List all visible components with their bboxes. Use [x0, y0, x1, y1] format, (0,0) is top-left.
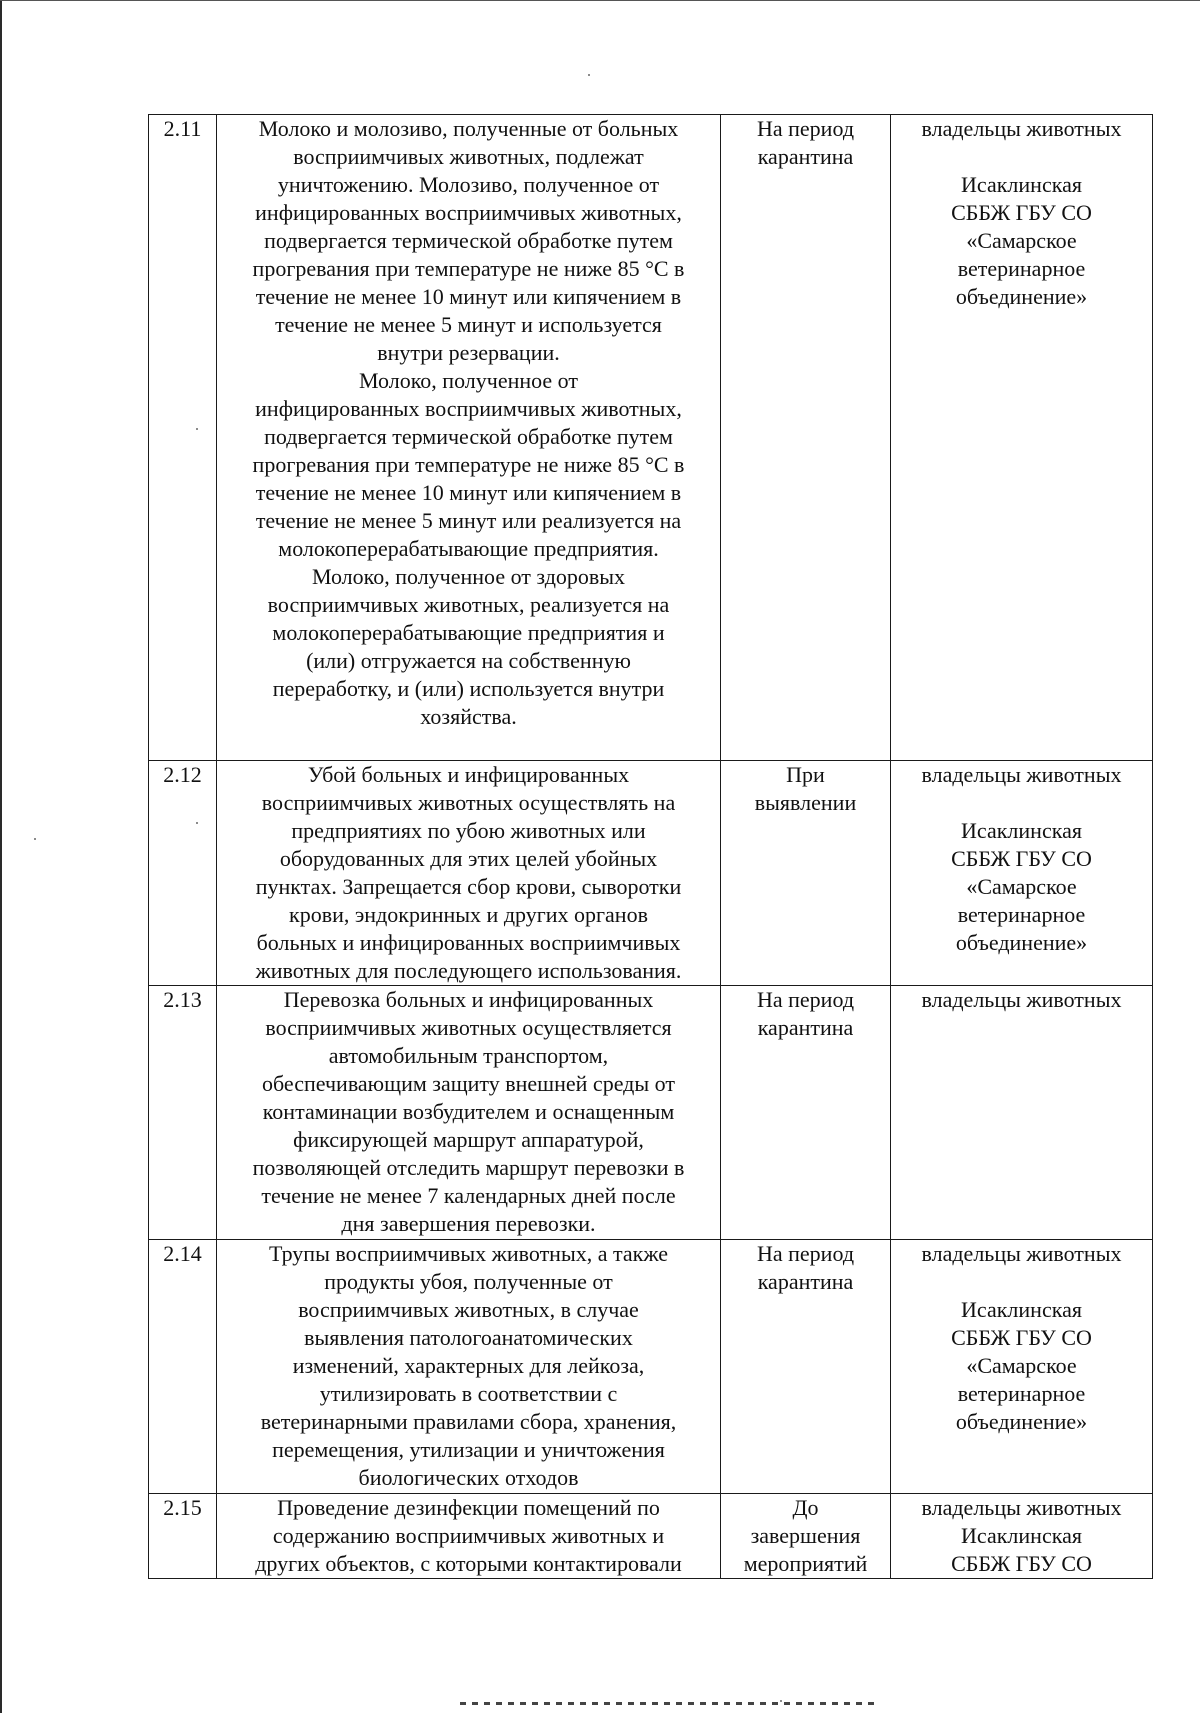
measure-text — [217, 986, 721, 1240]
responsible-cell — [891, 986, 1153, 1240]
measure-paragraph: Перевозка больных и инфицированных восприимчивых животных осуществляется автомобильным транспортом, обеспечивающим защиту внешней среды от контаминации возбудителем и оснащенным фиксирующей маршрут аппаратурой, позволяющей отследить маршрут перевозки в течение не менее 7 календарных дней после дня завершения перевозки. — [252, 987, 685, 1236]
responsible-cell — [891, 761, 1153, 986]
table-row-2-11 — [149, 115, 1153, 761]
responsible-owners: владельцы животных — [921, 987, 1122, 1012]
measure-paragraph: Молоко, полученное от здоровых восприимчивых животных, реализуется на молокоперерабатывающие предприятия и (или) отгружается на собственную переработку, и (или) используется внутри хозяйства. — [267, 564, 670, 729]
measure-text — [217, 115, 721, 761]
term-cell: До завершения мероприятий — [721, 1494, 891, 1579]
responsible-cell — [891, 1240, 1153, 1494]
table-row-2-12 — [149, 761, 1153, 986]
responsible-org: Исаклинская СББЖ ГБУ СО «Самарское ветеринарное объединение» — [951, 818, 1092, 955]
responsible-org: Исаклинская СББЖ ГБУ СО «Самарское ветеринарное объединение» — [951, 172, 1092, 309]
measure-text — [217, 761, 721, 986]
row-number: 2.13 — [149, 986, 217, 1240]
scan-bottom-artifacts — [460, 1702, 880, 1705]
row-number: 2.14 — [149, 1240, 217, 1494]
page-edge-left — [0, 0, 2, 1713]
measure-paragraph: Проведение дезинфекции помещений по содержанию восприимчивых животных и других объектов, с которыми контактировали — [255, 1495, 682, 1576]
scan-speck — [588, 74, 590, 76]
term-cell: На период карантина — [721, 986, 891, 1240]
row-number: 2.15 — [149, 1494, 217, 1579]
measure-text — [217, 1240, 721, 1494]
table-row-2-15 — [149, 1494, 1153, 1579]
responsible-owners: владельцы животных — [921, 1495, 1122, 1520]
measure-paragraph: Трупы восприимчивых животных, а также продукты убоя, полученные от восприимчивых животных, в случае выявления патологоанатомических изменений, характерных для лейкоза, утилизировать в соответствии с ветеринарными правилами сбора, хранения, перемещения, утилизации и уничтожения биологических отходов — [260, 1241, 677, 1490]
term-cell: На период карантина — [721, 115, 891, 761]
page-edge-top — [0, 0, 1200, 1]
term-cell: При выявлении — [721, 761, 891, 986]
measure-paragraph: Молоко и молозиво, полученные от больных восприимчивых животных, подлежат уничтожению. Молозиво, полученное от инфицированных восприимчивых животных, подвергается термической обработке путем прогревания при температуре не ниже 85 °С в течение не менее 10 минут или кипячением в течение не менее 5 минут и используется внутри резервации. — [252, 116, 685, 365]
table-row-2-14 — [149, 1240, 1153, 1494]
responsible-org: Исаклинская СББЖ ГБУ СО — [951, 1523, 1092, 1576]
term-cell: На период карантина — [721, 1240, 891, 1494]
responsible-owners: владельцы животных — [921, 116, 1122, 141]
scan-speck — [34, 838, 36, 840]
responsible-cell — [891, 115, 1153, 761]
responsible-owners: владельцы животных — [921, 1241, 1122, 1266]
measure-paragraph: Убой больных и инфицированных восприимчивых животных осуществлять на предприятиях по убою животных или оборудованных для этих целей убойных пунктах. Запрещается сбор крови, сыворотки крови, эндокринных и других органов больных и инфицированных восприимчивых животных для последующего использования. — [255, 762, 682, 983]
responsible-cell — [891, 1494, 1153, 1579]
table-row-2-13 — [149, 986, 1153, 1240]
measure-paragraph: Молоко, полученное от инфицированных восприимчивых животных, подвергается термической обработке путем прогревания при температуре не ниже 85 °С в течение не менее 10 минут или кипячением в течение не менее 5 минут или реализуется на молокоперерабатывающие предприятия. — [252, 368, 685, 561]
row-number: 2.11 — [149, 115, 217, 761]
responsible-owners: владельцы животных — [921, 762, 1122, 787]
responsible-org: Исаклинская СББЖ ГБУ СО «Самарское ветеринарное объединение» — [951, 1297, 1092, 1434]
measure-text — [217, 1494, 721, 1579]
measures-table — [148, 114, 1153, 1579]
row-number: 2.12 — [149, 761, 217, 986]
